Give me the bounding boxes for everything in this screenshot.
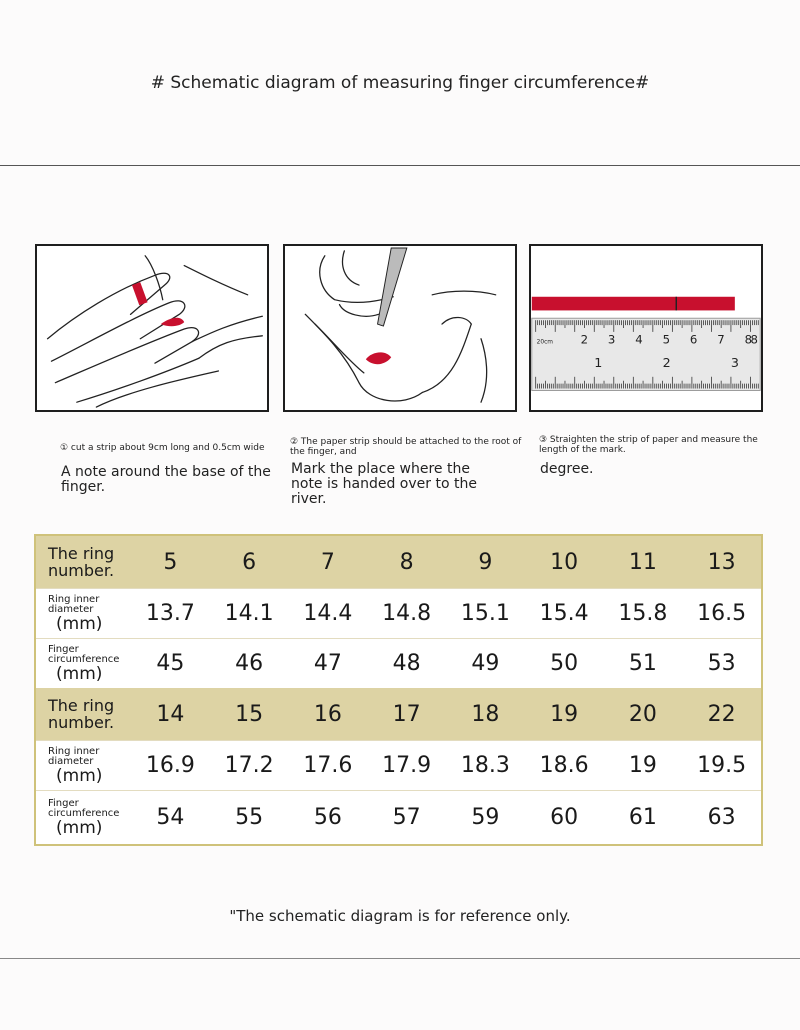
table-cell: 13 [707, 549, 736, 575]
table-row [36, 588, 761, 638]
table-cell: 18.6 [539, 753, 589, 778]
row-label-line: Ring inner [48, 593, 100, 605]
row-label-line: (mm) [56, 663, 103, 684]
table-cell: 50 [550, 651, 579, 676]
row-label [48, 747, 102, 785]
table-cell: 60 [550, 805, 579, 830]
table-cell: 45 [156, 651, 185, 676]
row-label-line: (mm) [56, 817, 103, 838]
row-label-line: The ring [48, 544, 115, 563]
table-cell: 59 [471, 805, 500, 830]
footnote: "The schematic diagram is for reference only. [229, 907, 571, 925]
table-cell: 11 [628, 549, 657, 575]
ruler-label: 20cm [536, 339, 554, 346]
row-label-line: circumference [48, 653, 120, 665]
table-cell: 48 [392, 651, 421, 676]
row-label [48, 645, 119, 683]
row-label-line: circumference [48, 807, 120, 819]
row-label-line: number. [48, 561, 115, 580]
table-cell: 20 [628, 701, 657, 727]
ruler-icon [531, 246, 761, 410]
row-label [48, 799, 119, 837]
top-divider [0, 165, 800, 166]
row-label [48, 595, 102, 633]
table-cell: 51 [628, 651, 657, 676]
table-row [36, 638, 761, 688]
table-cell: 54 [156, 805, 185, 830]
step-1-instruction: ① cut a strip about 9cm long and 0.5cm wide [60, 443, 265, 453]
ruler-label: 1 [594, 355, 603, 371]
step-2-description: Mark the place where the note is handed over to the river. [291, 461, 477, 507]
table-cell: 22 [707, 701, 736, 727]
table-cell: 6 [242, 549, 257, 575]
table-cell: 55 [235, 805, 264, 830]
table-cell: 16 [313, 701, 342, 727]
table-cell: 10 [550, 549, 579, 575]
ruler-label: 7 [717, 332, 725, 347]
row-label-line: (mm) [56, 765, 103, 786]
table-cell: 17 [392, 701, 421, 727]
table-cell: 19 [550, 701, 579, 727]
row-label-line: diameter [48, 603, 94, 615]
table-cell: 15 [235, 701, 264, 727]
row-label-line: (mm) [56, 613, 103, 634]
ruler-body [532, 318, 760, 390]
table-cell: 57 [392, 805, 421, 830]
table-cell: 9 [478, 549, 493, 575]
pen-marking-icon [285, 246, 515, 410]
table-cell: 15.8 [618, 601, 668, 626]
hand-with-strip-icon [37, 246, 267, 410]
table-row [36, 536, 761, 588]
table-cell: 46 [235, 651, 264, 676]
step-1-illustration [35, 244, 269, 412]
table-cell: 14 [156, 701, 185, 727]
table-cell: 15.4 [539, 601, 589, 626]
table-cell: 18.3 [460, 753, 510, 778]
table-cell: 56 [313, 805, 342, 830]
ruler-label: 8 [744, 332, 753, 347]
table-cell: 16.5 [697, 601, 747, 626]
table-cell: 17.6 [303, 753, 353, 778]
table-cell: 47 [313, 651, 342, 676]
row-label-line: number. [48, 713, 115, 732]
row-label-line: Ring inner [48, 745, 100, 757]
table-cell: 61 [628, 805, 657, 830]
table-cell: 16.9 [145, 753, 195, 778]
row-label-line: Finger [48, 797, 79, 809]
paper-strip-icon [132, 282, 148, 305]
table-cell: 5 [163, 549, 178, 575]
ruler-label: 5 [662, 332, 671, 347]
ruler-label: 6 [689, 332, 698, 347]
table-cell: 7 [320, 549, 335, 575]
table-cell: 19 [628, 753, 657, 778]
page-title: # Schematic diagram of measuring finger circumference# [150, 73, 650, 93]
table-cell: 19.5 [697, 753, 747, 778]
table-row [36, 790, 761, 844]
ring-size-table [34, 534, 763, 846]
row-label-line: Finger [48, 643, 79, 655]
ruler-label: 4 [635, 332, 643, 347]
table-cell: 63 [707, 805, 736, 830]
row-label-line: diameter [48, 755, 94, 767]
table-cell: 14.8 [382, 601, 432, 626]
ruler-label: 8 [750, 332, 758, 347]
row-label [48, 697, 114, 731]
paper-strip-icon [532, 297, 735, 311]
table-cell: 8 [399, 549, 414, 575]
table-cell: 13.7 [145, 601, 195, 626]
step-1-description: A note around the base of the finger. [61, 464, 271, 495]
step-3-illustration [529, 244, 763, 412]
ruler-label: 2 [662, 355, 671, 371]
step-2-illustration [283, 244, 517, 412]
ruler-label: 2 [580, 332, 589, 347]
table-row [36, 740, 761, 790]
bottom-divider [0, 958, 800, 959]
step-3-instruction: ③ Straighten the strip of paper and measure the length of the mark. [539, 435, 758, 455]
table-cell: 53 [707, 651, 736, 676]
table-cell: 14.4 [303, 601, 353, 626]
table-cell: 18 [471, 701, 500, 727]
table-row [36, 688, 761, 740]
table-cell: 17.9 [382, 753, 432, 778]
table-cell: 14.1 [224, 601, 274, 626]
step-3-description: degree. [540, 461, 594, 477]
row-label-line: The ring [48, 696, 115, 715]
step-2-instruction: ② The paper strip should be attached to the root of the finger, and [290, 437, 522, 457]
row-label [48, 545, 114, 579]
ruler-label: 3 [607, 332, 616, 347]
ruler-label: 3 [730, 355, 740, 371]
table-cell: 17.2 [224, 753, 274, 778]
table-cell: 15.1 [460, 601, 510, 626]
table-cell: 49 [471, 651, 500, 676]
